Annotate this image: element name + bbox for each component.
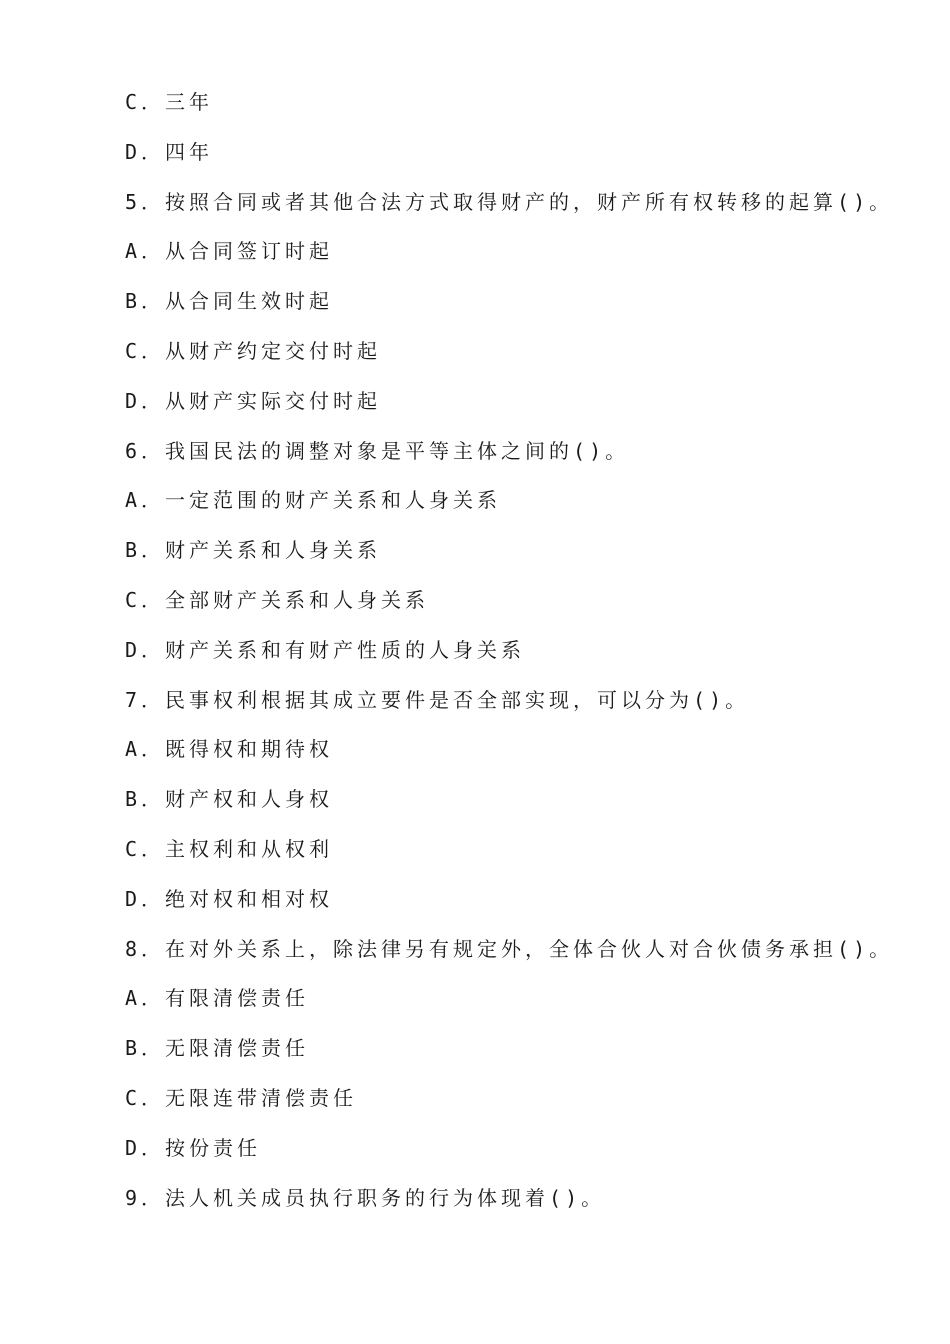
question-7: 7．民事权利根据其成立要件是否全部实现，可以分为()。 [125, 687, 750, 712]
option-4c: C．三年 [125, 90, 214, 114]
option-6a: A．一定范围的财产关系和人身关系 [125, 488, 502, 513]
option-4d: D．四年 [125, 139, 214, 164]
option-5a: A．从合同签订时起 [125, 239, 334, 264]
question-8: 8．在对外关系上，除法律另有规定外，全体合伙人对合伙债务承担()。 [125, 936, 894, 961]
option-8b: B．无限清偿责任 [125, 1036, 310, 1061]
option-8c: C．无限连带清偿责任 [125, 1085, 358, 1110]
option-8a: A．有限清偿责任 [125, 986, 310, 1011]
question-9: 9．法人机关成员执行职务的行为体现着()。 [125, 1185, 606, 1210]
question-6: 6．我国民法的调整对象是平等主体之间的()。 [125, 438, 630, 463]
question-list [125, 84, 894, 1229]
option-6b: B．财产关系和人身关系 [125, 538, 382, 563]
option-8d: D．按份责任 [125, 1135, 262, 1160]
option-7b: B．财产权和人身权 [125, 787, 334, 812]
option-6c: C．全部财产关系和人身关系 [125, 587, 430, 612]
question-5: 5．按照合同或者其他合法方式取得财产的，财产所有权转移的起算()。 [125, 189, 894, 214]
option-5b: B．从合同生效时起 [125, 289, 334, 314]
option-5d: D．从财产实际交付时起 [125, 388, 382, 413]
option-5c: C．从财产约定交付时起 [125, 338, 382, 363]
option-7c: C．主权利和从权利 [125, 836, 334, 861]
option-7a: A．既得权和期待权 [125, 737, 334, 762]
option-7d: D．绝对权和相对权 [125, 886, 334, 911]
option-6d: D．财产关系和有财产性质的人身关系 [125, 637, 526, 662]
